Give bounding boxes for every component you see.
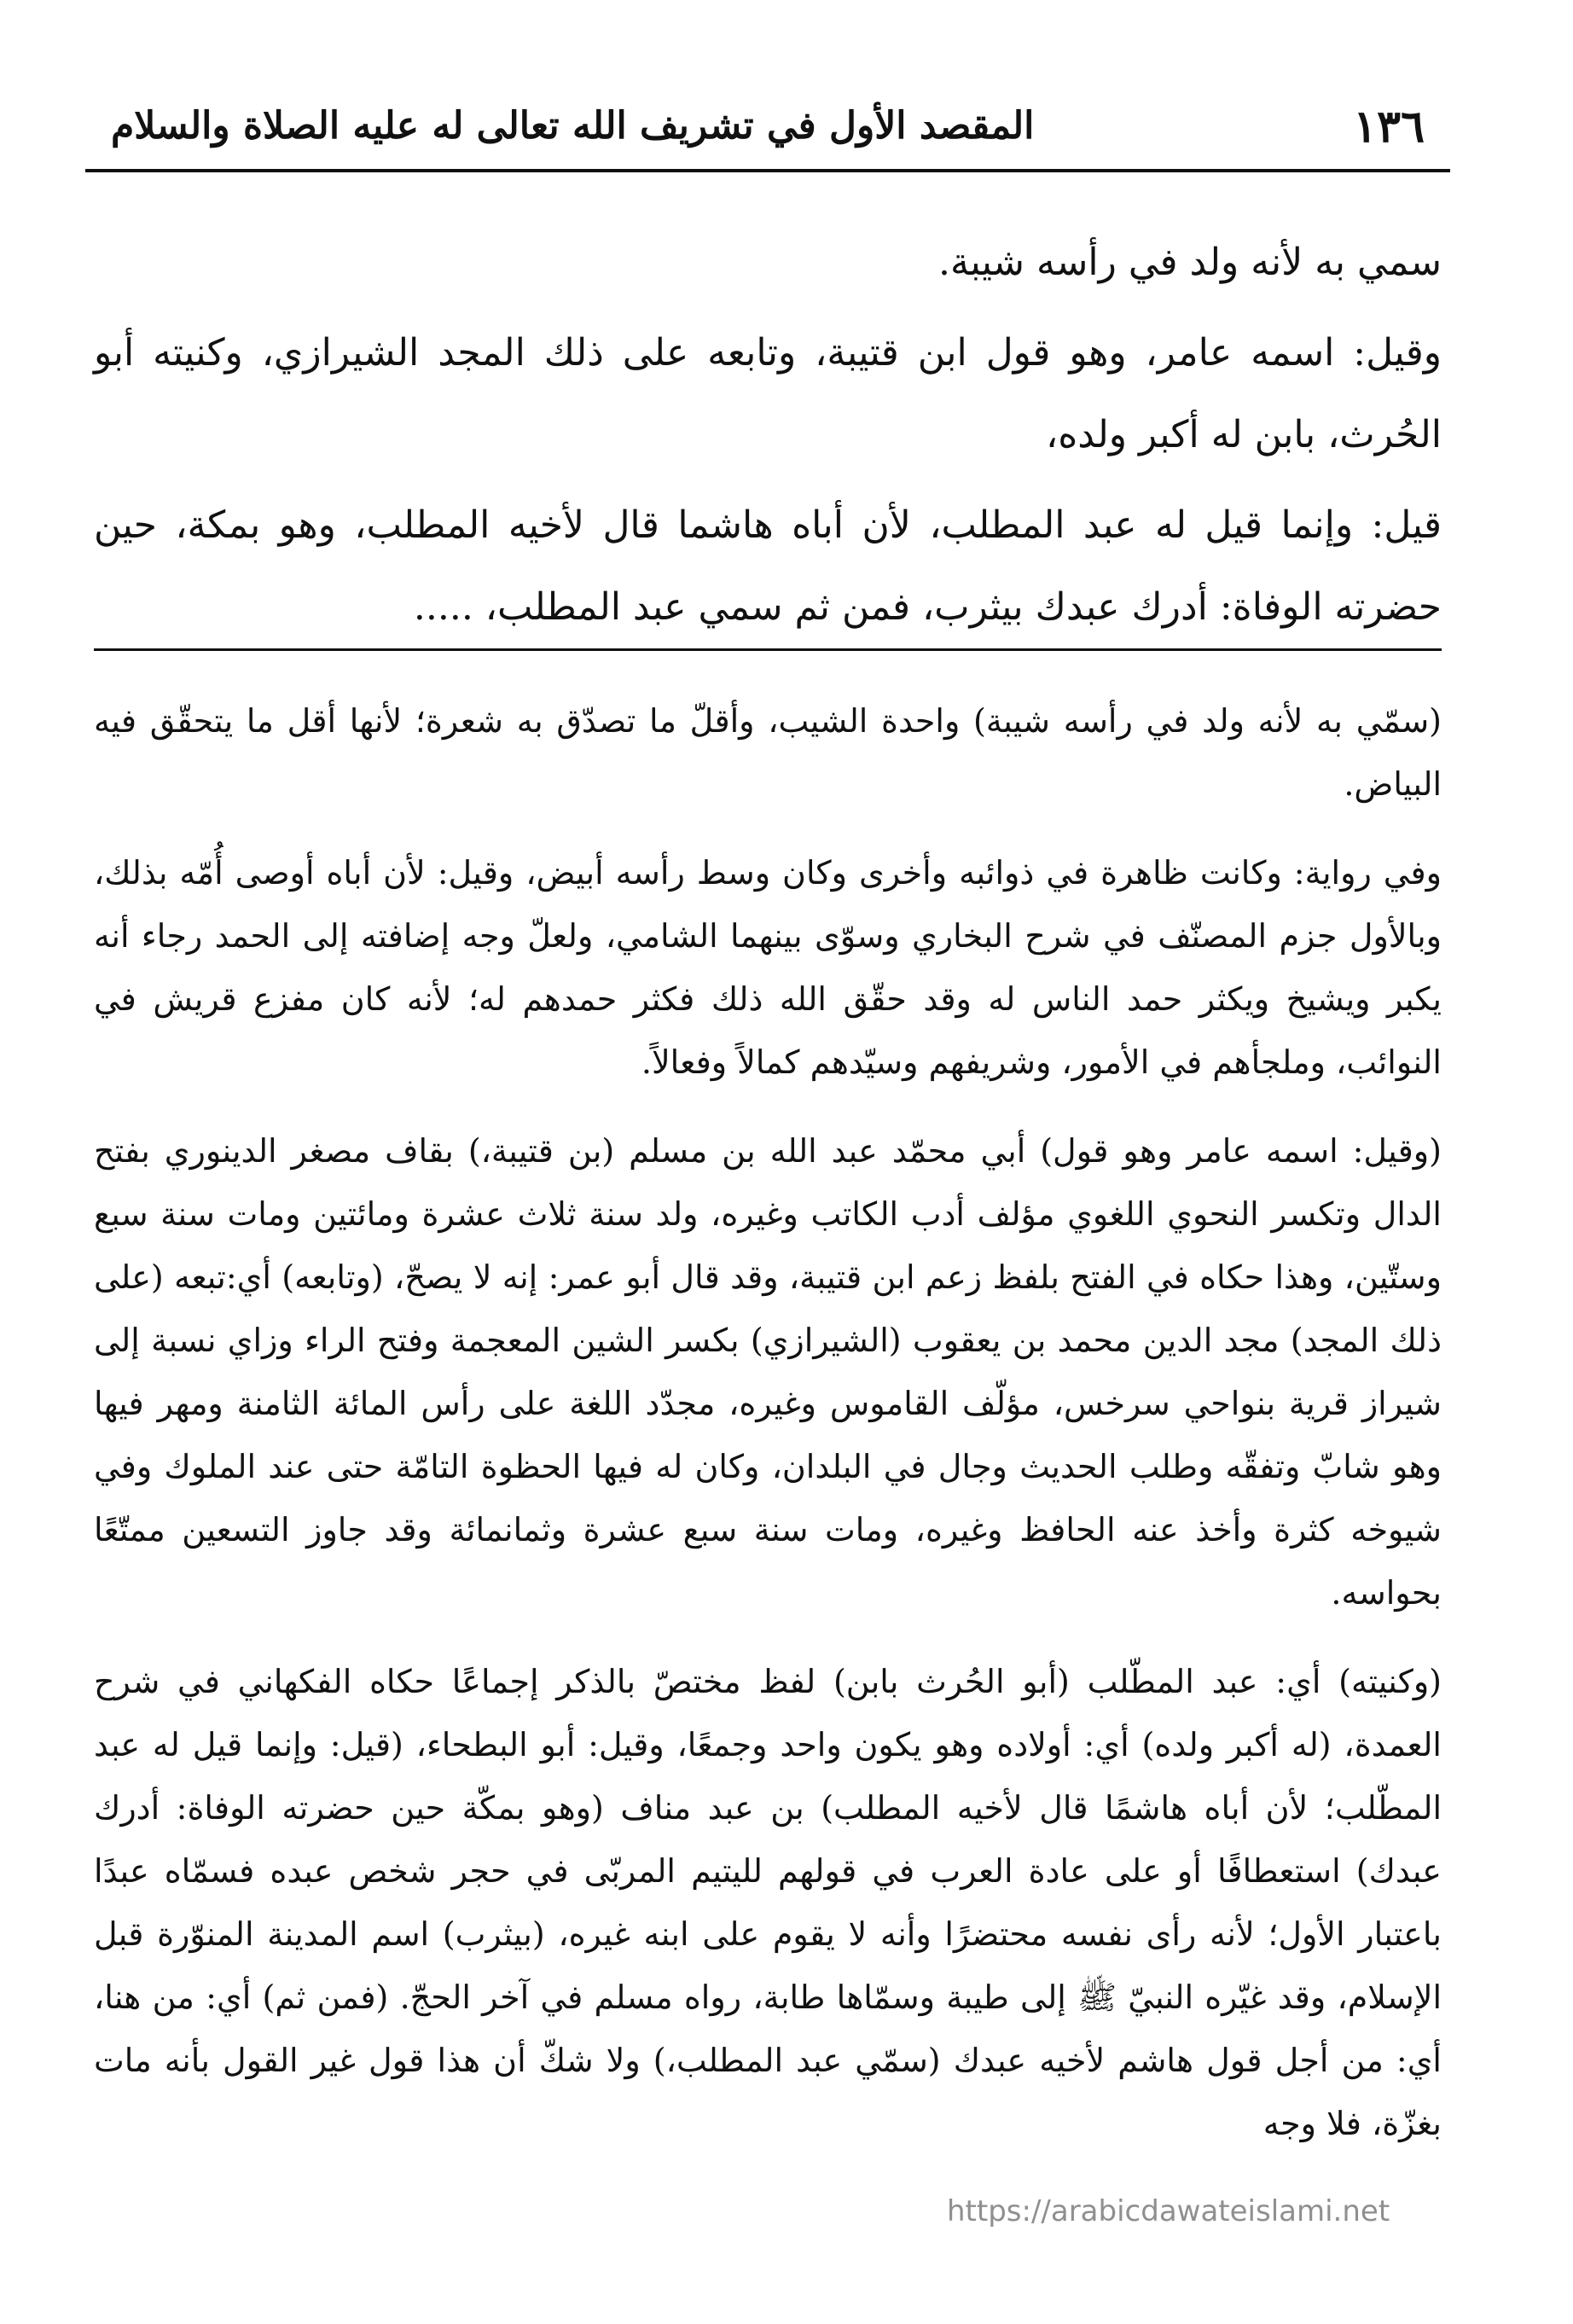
main-text-paragraph: سمي به لأنه ولد في رأسه شيبة. (937, 241, 1442, 284)
page-number: ١٣٦ (1353, 101, 1425, 153)
commentary-paragraph: وفي رواية: وكانت ظاهرة في ذوائبه وأخرى وكان وسط رأسه أبيض، وقيل: لأن أباه أوصى أُمّه بذلك، وبالأول جزم المصنّف في شرح البخاري وسوّى بينهما الشامي، ولعلّ وجه إضافته إلى الحمد رجاء أنه يكبر ويشيخ ويكثر حمد الناس له وقد حقّق الله ذلك فكثر حمدهم له؛ لأنه كان مفزع قريش في النوائب، وملجأهم في الأمور، وشريفهم وسيّدهم كمالاً وفعالاً. (94, 854, 1442, 1081)
commentary-text (94, 689, 1442, 2181)
running-header (85, 101, 1450, 172)
watermark-url: https://arabicdawateislami.net (947, 2194, 1390, 2228)
section-divider (94, 648, 1442, 651)
commentary-paragraph: (وقيل: اسمه عامر وهو قول) أبي محمّد عبد الله بن مسلم (بن قتيبة،) بقاف مصغر الدينوري بفتح الدال وتكسر النحوي اللغوي مؤلف أدب الكاتب وغيره، ولد سنة ثلاث عشرة ومائتين ومات سنة سبع وستّين، وهذا حكاه في الفتح بلفظ زعم ابن قتيبة، وقد قال أبو عمر: إنه لا يصحّ، (وتابعه) أي:تبعه (على ذلك المجد) مجد الدين محمد بن يعقوب (الشيرازي) بكسر الشين المعجمة وفتح الراء وزاي نسبة إلى شيراز قرية بنواحي سرخس، مؤلّف القاموس وغيره، مجدّد اللغة على رأس المائة الثامنة ومهر فيها وهو شابّ وتفقّه وطلب الحديث وجال في البلدان، وكان له فيها الحظوة التامّة حتى عند الملوك وفي شيوخه كثرة وأخذ عنه الحافظ وغيره، ومات سنة سبع عشرة وثمانمائة وقد جاوز التسعين ممتّعًا بحواسه. (94, 1132, 1442, 1612)
running-title: المقصد الأول في تشريف الله تعالى له عليه الصلاة والسلام (111, 104, 1035, 148)
main-text (94, 222, 1442, 657)
main-text-paragraph: وقيل: اسمه عامر، وهو قول ابن قتيبة، وتابعه على ذلك المجد الشيرازي، وكنيته أبو الحُرث، بابن له أكبر ولده، (94, 331, 1442, 456)
commentary-paragraph: (سمّي به لأنه ولد في رأسه شيبة) واحدة الشيب، وأقلّ ما تصدّق به شعرة؛ لأنها أقل ما يتحقّق فيه البياض. (94, 702, 1442, 803)
commentary-paragraph: (وكنيته) أي: عبد المطّلب (أبو الحُرث بابن) لفظ مختصّ بالذكر إجماعًا حكاه الفكهاني في شرح العمدة، (له أكبر ولده) أي: أولاده وهو يكون واحد وجمعًا، وقيل: أبو البطحاء، (قيل: وإنما قيل له عبد المطّلب؛ لأن أباه هاشمًا قال لأخيه المطلب) بن عبد مناف (وهو بمكّة حين حضرته الوفاة: أدرك عبدك) استعطافًا أو على عادة العرب في قولهم لليتيم المربّى في حجر شخص عبده فسمّاه عبدًا باعتبار الأول؛ لأنه رأى نفسه محتضرًا وأنه لا يقوم على ابنه غيره، (بيثرب) اسم المدينة المنوّرة قبل الإسلام، وقد غيّره النبيّ ﷺ إلى طيبة وسمّاها طابة، رواه مسلم في آخر الحجّ. (فمن ثم) أي: من هنا، أي: من أجل قول هاشم لأخيه عبدك (سمّي عبد المطلب،) ولا شكّ أن هذا قول غير القول بأنه مات بغزّة، فلا وجه (94, 1663, 1442, 2142)
main-text-paragraph: قيل: وإنما قيل له عبد المطلب، لأن أباه هاشما قال لأخيه المطلب، وهو بمكة، حين حضرته الوفاة: أدرك عبدك بيثرب، فمن ثم سمي عبد المطلب، ..... (94, 503, 1442, 629)
